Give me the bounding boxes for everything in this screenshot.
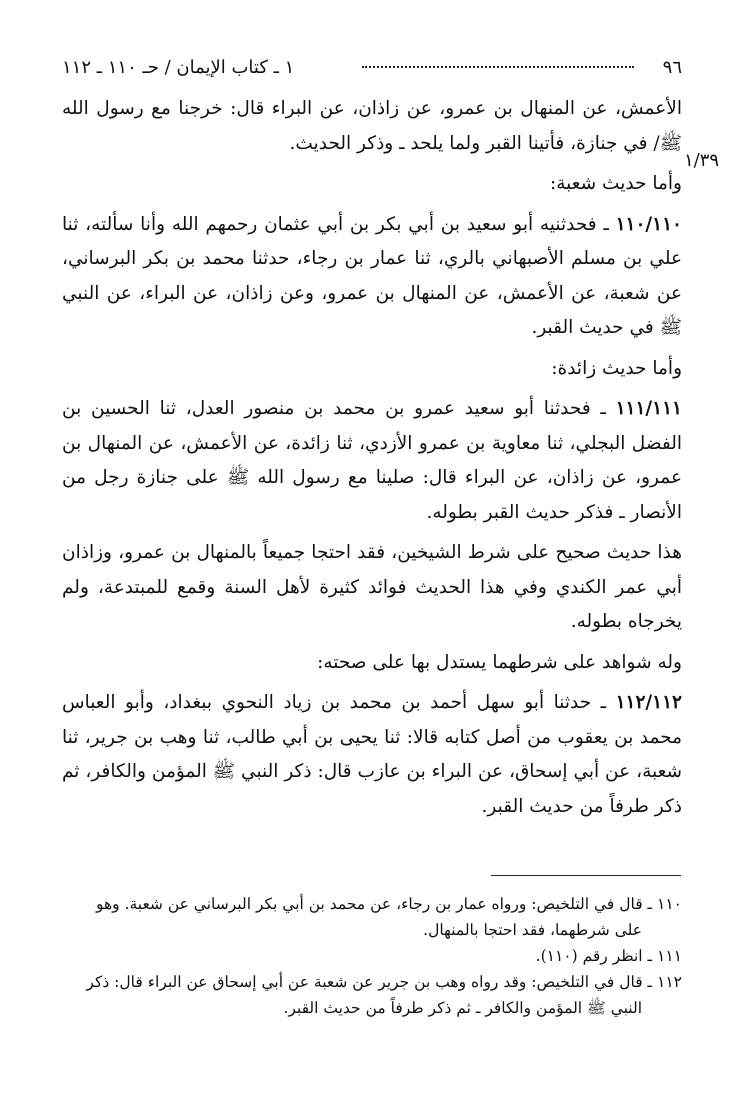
paragraph-continuation: الأعمش، عن المنهال بن عمرو، عن زاذان، عن البراء قال: خرجنا مع رسول الله ﷺ/ في جنازة، فأتينا القبر ولما يلحد ـ وذكر الحديث. [62, 98, 682, 154]
footnotes [62, 891, 682, 1021]
section-heading-shuba: وأما حديث شعبة: [549, 173, 682, 194]
authentication-paragraph: هذا حديث صحيح على شرط الشيخين، فقد احتجا جميعاً بالمنهال بن عمرو، وزاذان أبي عمر الكندي وفي هذا الحديث فوائد كثيرة لأهل السنة وقمع للمبتدعة، ولم يخرجاه بطوله. [62, 542, 682, 632]
page-header [62, 54, 682, 82]
margin-manuscript-ref: ١/٣٩ [684, 150, 720, 171]
main-text [62, 92, 682, 824]
footnote-112-line2: النبي ﷺ المؤمن والكافر ـ ثم ذكر طرفاً من حديث القبر. [283, 999, 642, 1017]
supporting-evidence-heading: وله شواهد على شرطهما يستدل بها على صحته: [317, 651, 682, 673]
hadith-111 [62, 392, 682, 530]
hadith-111-text: ـ فحدثنا أبو سعيد عمرو بن محمد بن منصور العدل، ثنا الحسين بن الفضل البجلي، ثنا معاوية بن عمرو الأزدي، ثنا زائدة، عن الأعمش، عن المنهال بن عمرو، عن زاذان، عن البراء قال: صلينا مع رسول الله ﷺ على جنازة رجل من الأنصار ـ فذكر حديث القبر بطوله. [62, 398, 682, 523]
hadith-number-111: ١١١/١١١ [615, 398, 682, 419]
footnote-separator [491, 875, 681, 876]
hadith-112 [62, 686, 682, 824]
header-dotted-leader [362, 66, 634, 68]
running-title: ١ ـ كتاب الإيمان / حـ ١١٠ ـ ١١٢ [62, 57, 295, 78]
section-heading-zaida: وأما حديث زائدة: [551, 357, 682, 379]
hadith-112-text: ـ حدثنا أبو سهل أحمد بن محمد بن زياد النحوي ببغداد، وأبو العباس محمد بن يعقوب من أصل كتابه قالا: ثنا يحيى بن أبي طالب، ثنا وهب بن جرير، ثنا شعبة، عن أبي إسحاق، عن البراء بن عازب قال: ذكر النبي ﷺ المؤمن والكافر، ثم ذكر طرفاً من حديث القبر. [62, 692, 682, 817]
footnote-110-line1: ١١٠ ـ قال في التلخيص: ورواه عمار بن رجاء، عن محمد بن أبي بكر البرساني عن شعبة. وهو [95, 895, 682, 913]
hadith-number-110: ١١٠/١١٠ [615, 213, 682, 235]
footnote-111: ١١١ ـ انظر رقم (١١٠). [535, 947, 682, 965]
hadith-110 [62, 208, 682, 346]
hadith-number-112: ١١٢/١١٢ [615, 692, 682, 713]
footnote-110-line2: على شرطهما، فقد احتجا بالمنهال. [423, 921, 642, 939]
footnote-112-line1: ١١٢ ـ قال في التلخيص: وقد رواه وهب بن جرير عن شعبة عن أبي إسحاق عن البراء قال: ذكر [86, 973, 682, 991]
page-number: ٩٦ [662, 57, 682, 78]
hadith-110-text: ـ فحدثنيه أبو سعيد بن أبي بكر بن أبي عثمان رحمهم الله وأنا سألته، ثنا علي بن مسلم الأصبهاني بالري، ثنا عمار بن رجاء، حدثنا محمد بن بكر البرساني، عن شعبة، عن الأعمش، عن المنهال بن عمرو، وعن زاذان، عن البراء، عن النبي ﷺ في حديث القبر. [62, 213, 682, 338]
